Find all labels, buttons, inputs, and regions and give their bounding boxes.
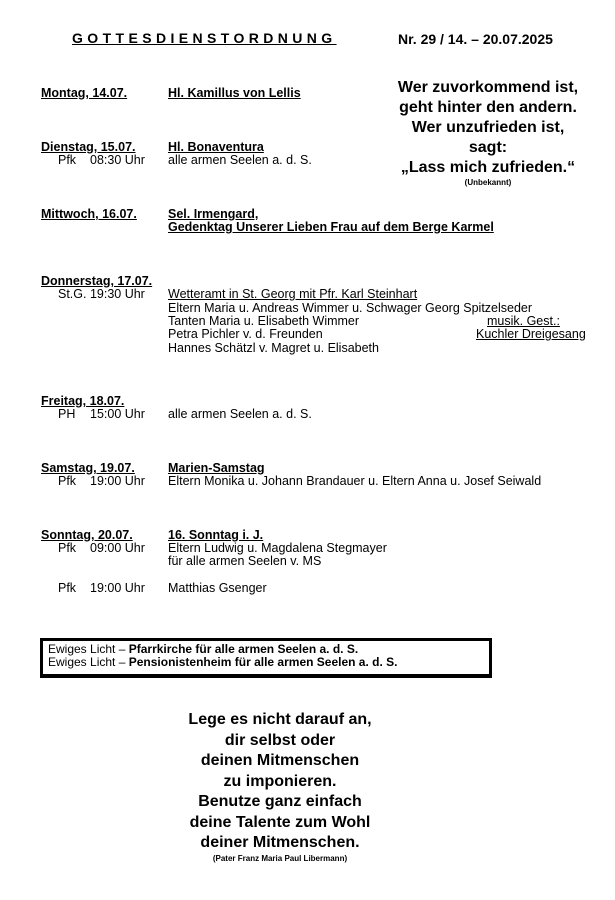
feast-wednesday: Sel. Irmengard, (168, 207, 259, 221)
quote-bottom-line: Benutze ganz einfach (198, 793, 362, 810)
eternal-light-text: Pfarrkirche für alle armen Seelen a. d. S. (128, 642, 359, 656)
intention-sunday: für alle armen Seelen v. MS (168, 554, 322, 568)
issue-number: Nr. 29 / 14. – 20.07.2025 (398, 31, 553, 47)
time-sunday: 09:00 Uhr (90, 541, 145, 555)
place-friday: PH (58, 407, 76, 421)
intention-thursday: Petra Pichler v. d. Freunden (168, 327, 323, 341)
place-sunday: Pfk (58, 541, 77, 555)
quote-bottom-line: deinen Mitmenschen (200, 752, 360, 769)
service-thursday: Wetteramt in St. Georg mit Pfr. Karl Steinhart (168, 287, 418, 301)
day-friday: Freitag, 18.07. (41, 394, 125, 408)
day-sunday: Sonntag, 20.07. (41, 528, 133, 542)
quote-bottom-source: (Pater Franz Maria Paul Libermann) (212, 853, 348, 863)
feast-wednesday-2: Gedenktag Unserer Lieben Frau auf dem Berge Karmel (168, 220, 494, 234)
quote-top-line: sagt: (468, 139, 508, 156)
day-saturday: Samstag, 19.07. (41, 461, 135, 475)
time-saturday: 19:00 Uhr (90, 474, 145, 488)
intention-thursday: Eltern Maria u. Andreas Wimmer u. Schwager Georg Spitzelseder (168, 301, 533, 315)
time-friday: 15:00 Uhr (90, 407, 145, 421)
quote-top-line: Wer zuvorkommend ist, (397, 79, 579, 96)
quote-top (378, 78, 598, 188)
time-sunday-evening: 19:00 Uhr (90, 581, 145, 595)
quote-bottom-line: Lege es nicht darauf an, (188, 711, 372, 728)
quote-bottom-line: deiner Mitmenschen. (200, 834, 360, 851)
intention-thursday: Tanten Maria u. Elisabeth Wimmer (168, 314, 360, 328)
intention-tuesday: alle armen Seelen a. d. S. (168, 153, 312, 167)
quote-bottom-line: deine Talente zum Wohl (189, 813, 371, 831)
feast-tuesday: Hl. Bonaventura (168, 140, 264, 154)
intention-thursday: Hannes Schätzl v. Magret u. Elisabeth (168, 341, 379, 355)
eternal-light-prefix: Ewiges Licht – (48, 655, 129, 669)
time-tuesday: 08:30 Uhr (90, 153, 145, 167)
eternal-light-box (40, 638, 492, 678)
quote-bottom-line: zu imponieren. (223, 772, 337, 790)
eternal-light-text: Pensionistenheim für alle armen Seelen a. d. S. (128, 655, 398, 669)
feast-monday: Hl. Kamillus von Lellis (168, 86, 301, 100)
intention-friday: alle armen Seelen a. d. S. (168, 407, 312, 421)
place-saturday: Pfk (58, 474, 77, 488)
feast-saturday: Marien-Samstag (168, 461, 265, 475)
quote-bottom-line: dir selbst oder (224, 731, 336, 749)
place-time-thursday: St.G. 19:30 Uhr (58, 287, 145, 301)
place-tuesday: Pfk (58, 153, 77, 167)
intention-sunday: Eltern Ludwig u. Magdalena Stegmayer (168, 541, 387, 555)
quote-bottom (150, 710, 410, 864)
day-tuesday: Dienstag, 15.07. (41, 140, 136, 154)
eternal-light-prefix: Ewiges Licht – (48, 642, 129, 656)
day-monday: Montag, 14.07. (41, 86, 128, 100)
quote-top-source: (Unbekannt) (464, 178, 512, 187)
quote-top-line: geht hinter den andern. (399, 99, 577, 116)
place-sunday-evening: Pfk (58, 581, 77, 595)
quote-top-line: „Lass mich zufrieden.“ (400, 159, 576, 176)
music-label: musik. Gest.: (487, 314, 560, 328)
eternal-light-line-2 (48, 656, 397, 669)
intention-sunday-evening: Matthias Gsenger (168, 581, 267, 595)
intention-saturday: Eltern Monika u. Johann Brandauer u. Eltern Anna u. Josef Seiwald (168, 474, 542, 488)
day-wednesday: Mittwoch, 16.07. (41, 207, 137, 221)
music-ensemble: Kuchler Dreigesang (476, 327, 586, 341)
quote-top-line: Wer unzufrieden ist, (411, 119, 565, 136)
feast-sunday: 16. Sonntag i. J. (168, 528, 264, 542)
day-thursday: Donnerstag, 17.07. (41, 274, 153, 288)
page-title: GOTTESDIENSTORDNUNG (72, 30, 337, 46)
